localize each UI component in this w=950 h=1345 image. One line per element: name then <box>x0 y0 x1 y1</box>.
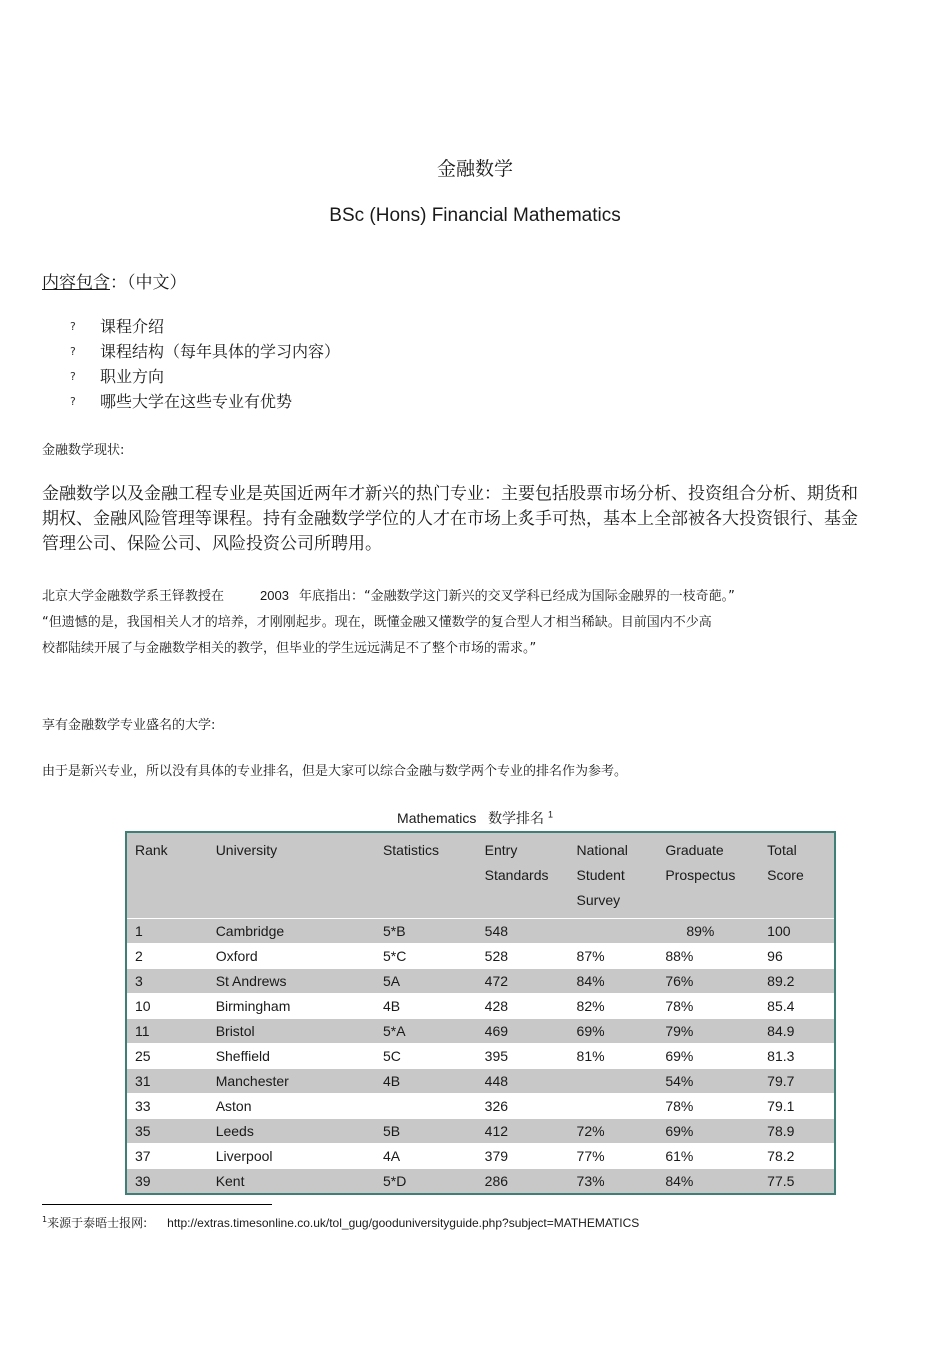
quote-line-3: 校都陆续开展了与金融数学相关的教学，但毕业的学生远远满足不了整个市场的需求。” <box>42 641 537 656</box>
table-row <box>126 919 835 944</box>
cell-entry: 428 <box>477 994 569 1019</box>
cell-statistics: 5C <box>375 1044 477 1069</box>
cell-rank: 31 <box>126 1069 208 1094</box>
table-row <box>126 1069 835 1094</box>
cell-university: Birmingham <box>208 994 375 1019</box>
cell-graduate: 61% <box>657 1144 759 1169</box>
table-row <box>126 944 835 969</box>
cell-entry: 472 <box>477 969 569 994</box>
bullet-icon: ? <box>70 395 76 408</box>
cell-statistics: 4B <box>375 994 477 1019</box>
cell-university: Sheffield <box>208 1044 375 1069</box>
cell-entry: 286 <box>477 1169 569 1195</box>
header-national-student-survey: National Student Survey <box>569 832 658 919</box>
quote-year: 2003 <box>260 588 289 603</box>
cell-nss <box>569 919 658 944</box>
contents-heading <box>42 268 187 293</box>
table-row <box>126 1094 835 1119</box>
table-row <box>126 1019 835 1044</box>
header-statistics: Statistics <box>375 832 477 919</box>
contents-list <box>70 314 340 414</box>
cell-statistics: 5*B <box>375 919 477 944</box>
table-row <box>126 969 835 994</box>
cell-rank: 35 <box>126 1119 208 1144</box>
contents-suffix: （中文） <box>127 273 187 293</box>
footnote-number: 1 <box>42 1215 48 1224</box>
cell-nss <box>569 1069 658 1094</box>
universities-heading: 享有金融数学专业盛名的大学: <box>42 718 216 733</box>
list-item-text: 职业方向 <box>100 367 165 386</box>
contents-colon: ： <box>110 273 127 293</box>
cell-university: Leeds <box>208 1119 375 1144</box>
bullet-icon: ? <box>70 320 76 333</box>
cell-statistics: 4A <box>375 1144 477 1169</box>
cell-statistics <box>375 1094 477 1119</box>
cell-total: 96 <box>759 944 835 969</box>
cell-graduate: 84% <box>657 1169 759 1195</box>
cell-nss: 84% <box>569 969 658 994</box>
cell-total: 77.5 <box>759 1169 835 1195</box>
cell-graduate: 89% <box>657 919 759 944</box>
footnote-divider <box>42 1204 272 1205</box>
footnote-reference: 1 <box>547 809 553 820</box>
header-graduate-prospectus: Graduate Prospectus <box>657 832 759 919</box>
table-row <box>126 994 835 1019</box>
cell-rank: 1 <box>126 919 208 944</box>
cell-nss: 72% <box>569 1119 658 1144</box>
table-row <box>126 1119 835 1144</box>
header-rank: Rank <box>126 832 208 919</box>
list-item <box>70 314 340 339</box>
quote-line-1-end: 年底指出：“金融数学这门新兴的交叉学科已经成为国际金融界的一枝奇葩。” <box>298 589 735 604</box>
cell-total: 100 <box>759 919 835 944</box>
cell-nss: 87% <box>569 944 658 969</box>
cell-graduate: 76% <box>657 969 759 994</box>
list-item <box>70 339 340 364</box>
status-heading: 金融数学现状: <box>42 443 125 458</box>
header-university: University <box>208 832 375 919</box>
cell-statistics: 5A <box>375 969 477 994</box>
ranking-table <box>125 831 836 1195</box>
cell-rank: 3 <box>126 969 208 994</box>
cell-statistics: 5*C <box>375 944 477 969</box>
cell-entry: 448 <box>477 1069 569 1094</box>
cell-entry: 548 <box>477 919 569 944</box>
cell-entry: 412 <box>477 1119 569 1144</box>
cell-total: 84.9 <box>759 1019 835 1044</box>
cell-nss: 73% <box>569 1169 658 1195</box>
cell-total: 89.2 <box>759 969 835 994</box>
cell-total: 85.4 <box>759 994 835 1019</box>
cell-nss: 82% <box>569 994 658 1019</box>
cell-rank: 39 <box>126 1169 208 1195</box>
cell-entry: 395 <box>477 1044 569 1069</box>
footnote-label: 来源于泰晤士报网: <box>47 1216 148 1230</box>
cell-graduate: 79% <box>657 1019 759 1044</box>
list-item <box>70 364 340 389</box>
cell-statistics: 5B <box>375 1119 477 1144</box>
cell-rank: 11 <box>126 1019 208 1044</box>
cell-university: Bristol <box>208 1019 375 1044</box>
cell-statistics: 5*D <box>375 1169 477 1195</box>
cell-rank: 25 <box>126 1044 208 1069</box>
cell-total: 78.2 <box>759 1144 835 1169</box>
cell-graduate: 54% <box>657 1069 759 1094</box>
cell-rank: 33 <box>126 1094 208 1119</box>
header-total-score: Total Score <box>759 832 835 919</box>
cell-university: Liverpool <box>208 1144 375 1169</box>
cell-total: 79.1 <box>759 1094 835 1119</box>
cell-entry: 326 <box>477 1094 569 1119</box>
quote-line-1-start: 北京大学金融数学系王铎教授在 <box>42 589 225 604</box>
table-row <box>126 1144 835 1169</box>
cell-university: Aston <box>208 1094 375 1119</box>
cell-university: Cambridge <box>208 919 375 944</box>
footnote <box>42 1214 639 1231</box>
page-title-chinese: 金融数学 <box>436 158 513 180</box>
quote-line-2: “但遗憾的是，我国相关人才的培养，才刚刚起步。现在，既懂金融又懂数学的复合型人才相当稀缺。目前国内不少高 <box>42 615 712 630</box>
cell-graduate: 78% <box>657 1094 759 1119</box>
list-item <box>70 389 340 414</box>
cell-rank: 37 <box>126 1144 208 1169</box>
cell-total: 81.3 <box>759 1044 835 1069</box>
contents-label: 内容包含 <box>42 273 110 293</box>
table-header-row <box>126 832 835 919</box>
cell-university: St Andrews <box>208 969 375 994</box>
cell-nss: 77% <box>569 1144 658 1169</box>
header-entry-standards: Entry Standards <box>477 832 569 919</box>
table-title-english: Mathematics <box>397 810 477 826</box>
cell-entry: 469 <box>477 1019 569 1044</box>
cell-graduate: 69% <box>657 1044 759 1069</box>
cell-graduate: 69% <box>657 1119 759 1144</box>
bullet-icon: ? <box>70 370 76 383</box>
cell-university: Kent <box>208 1169 375 1195</box>
cell-statistics: 4B <box>375 1069 477 1094</box>
footnote-source-link[interactable]: http://extras.timesonline.co.uk/tol_gug/gooduniversityguide.php?subject=MATHEMATICS <box>167 1216 640 1230</box>
status-paragraph: 金融数学以及金融工程专业是英国近两年才新兴的热门专业：主要包括股票市场分析、投资组合分析、期货和期权、金融风险管理等课程。持有金融数学学位的人才在市场上炙手可热，基本上全部被各大投资银行、基金管理公司、保险公司、风险投资公司所聘用。 <box>42 484 858 554</box>
table-row <box>126 1044 835 1069</box>
cell-statistics: 5*A <box>375 1019 477 1044</box>
table-row <box>126 1169 835 1195</box>
cell-university: Oxford <box>208 944 375 969</box>
page-title-english: BSc (Hons) Financial Mathematics <box>329 205 621 226</box>
universities-note: 由于是新兴专业，所以没有具体的专业排名，但是大家可以综合金融与数学两个专业的排名作为参考。 <box>42 764 628 779</box>
bullet-icon: ? <box>70 345 76 358</box>
cell-total: 79.7 <box>759 1069 835 1094</box>
cell-university: Manchester <box>208 1069 375 1094</box>
table-title <box>0 808 950 828</box>
table-title-chinese: 数学排名 <box>488 811 545 827</box>
quote-line-1 <box>42 585 735 604</box>
list-item-text: 课程介绍 <box>100 317 165 336</box>
cell-total: 78.9 <box>759 1119 835 1144</box>
cell-nss <box>569 1094 658 1119</box>
cell-graduate: 88% <box>657 944 759 969</box>
cell-entry: 528 <box>477 944 569 969</box>
list-item-text: 哪些大学在这些专业有优势 <box>100 392 293 411</box>
cell-nss: 81% <box>569 1044 658 1069</box>
cell-entry: 379 <box>477 1144 569 1169</box>
cell-rank: 2 <box>126 944 208 969</box>
cell-graduate: 78% <box>657 994 759 1019</box>
cell-nss: 69% <box>569 1019 658 1044</box>
list-item-text: 课程结构（每年具体的学习内容） <box>100 342 341 361</box>
cell-rank: 10 <box>126 994 208 1019</box>
